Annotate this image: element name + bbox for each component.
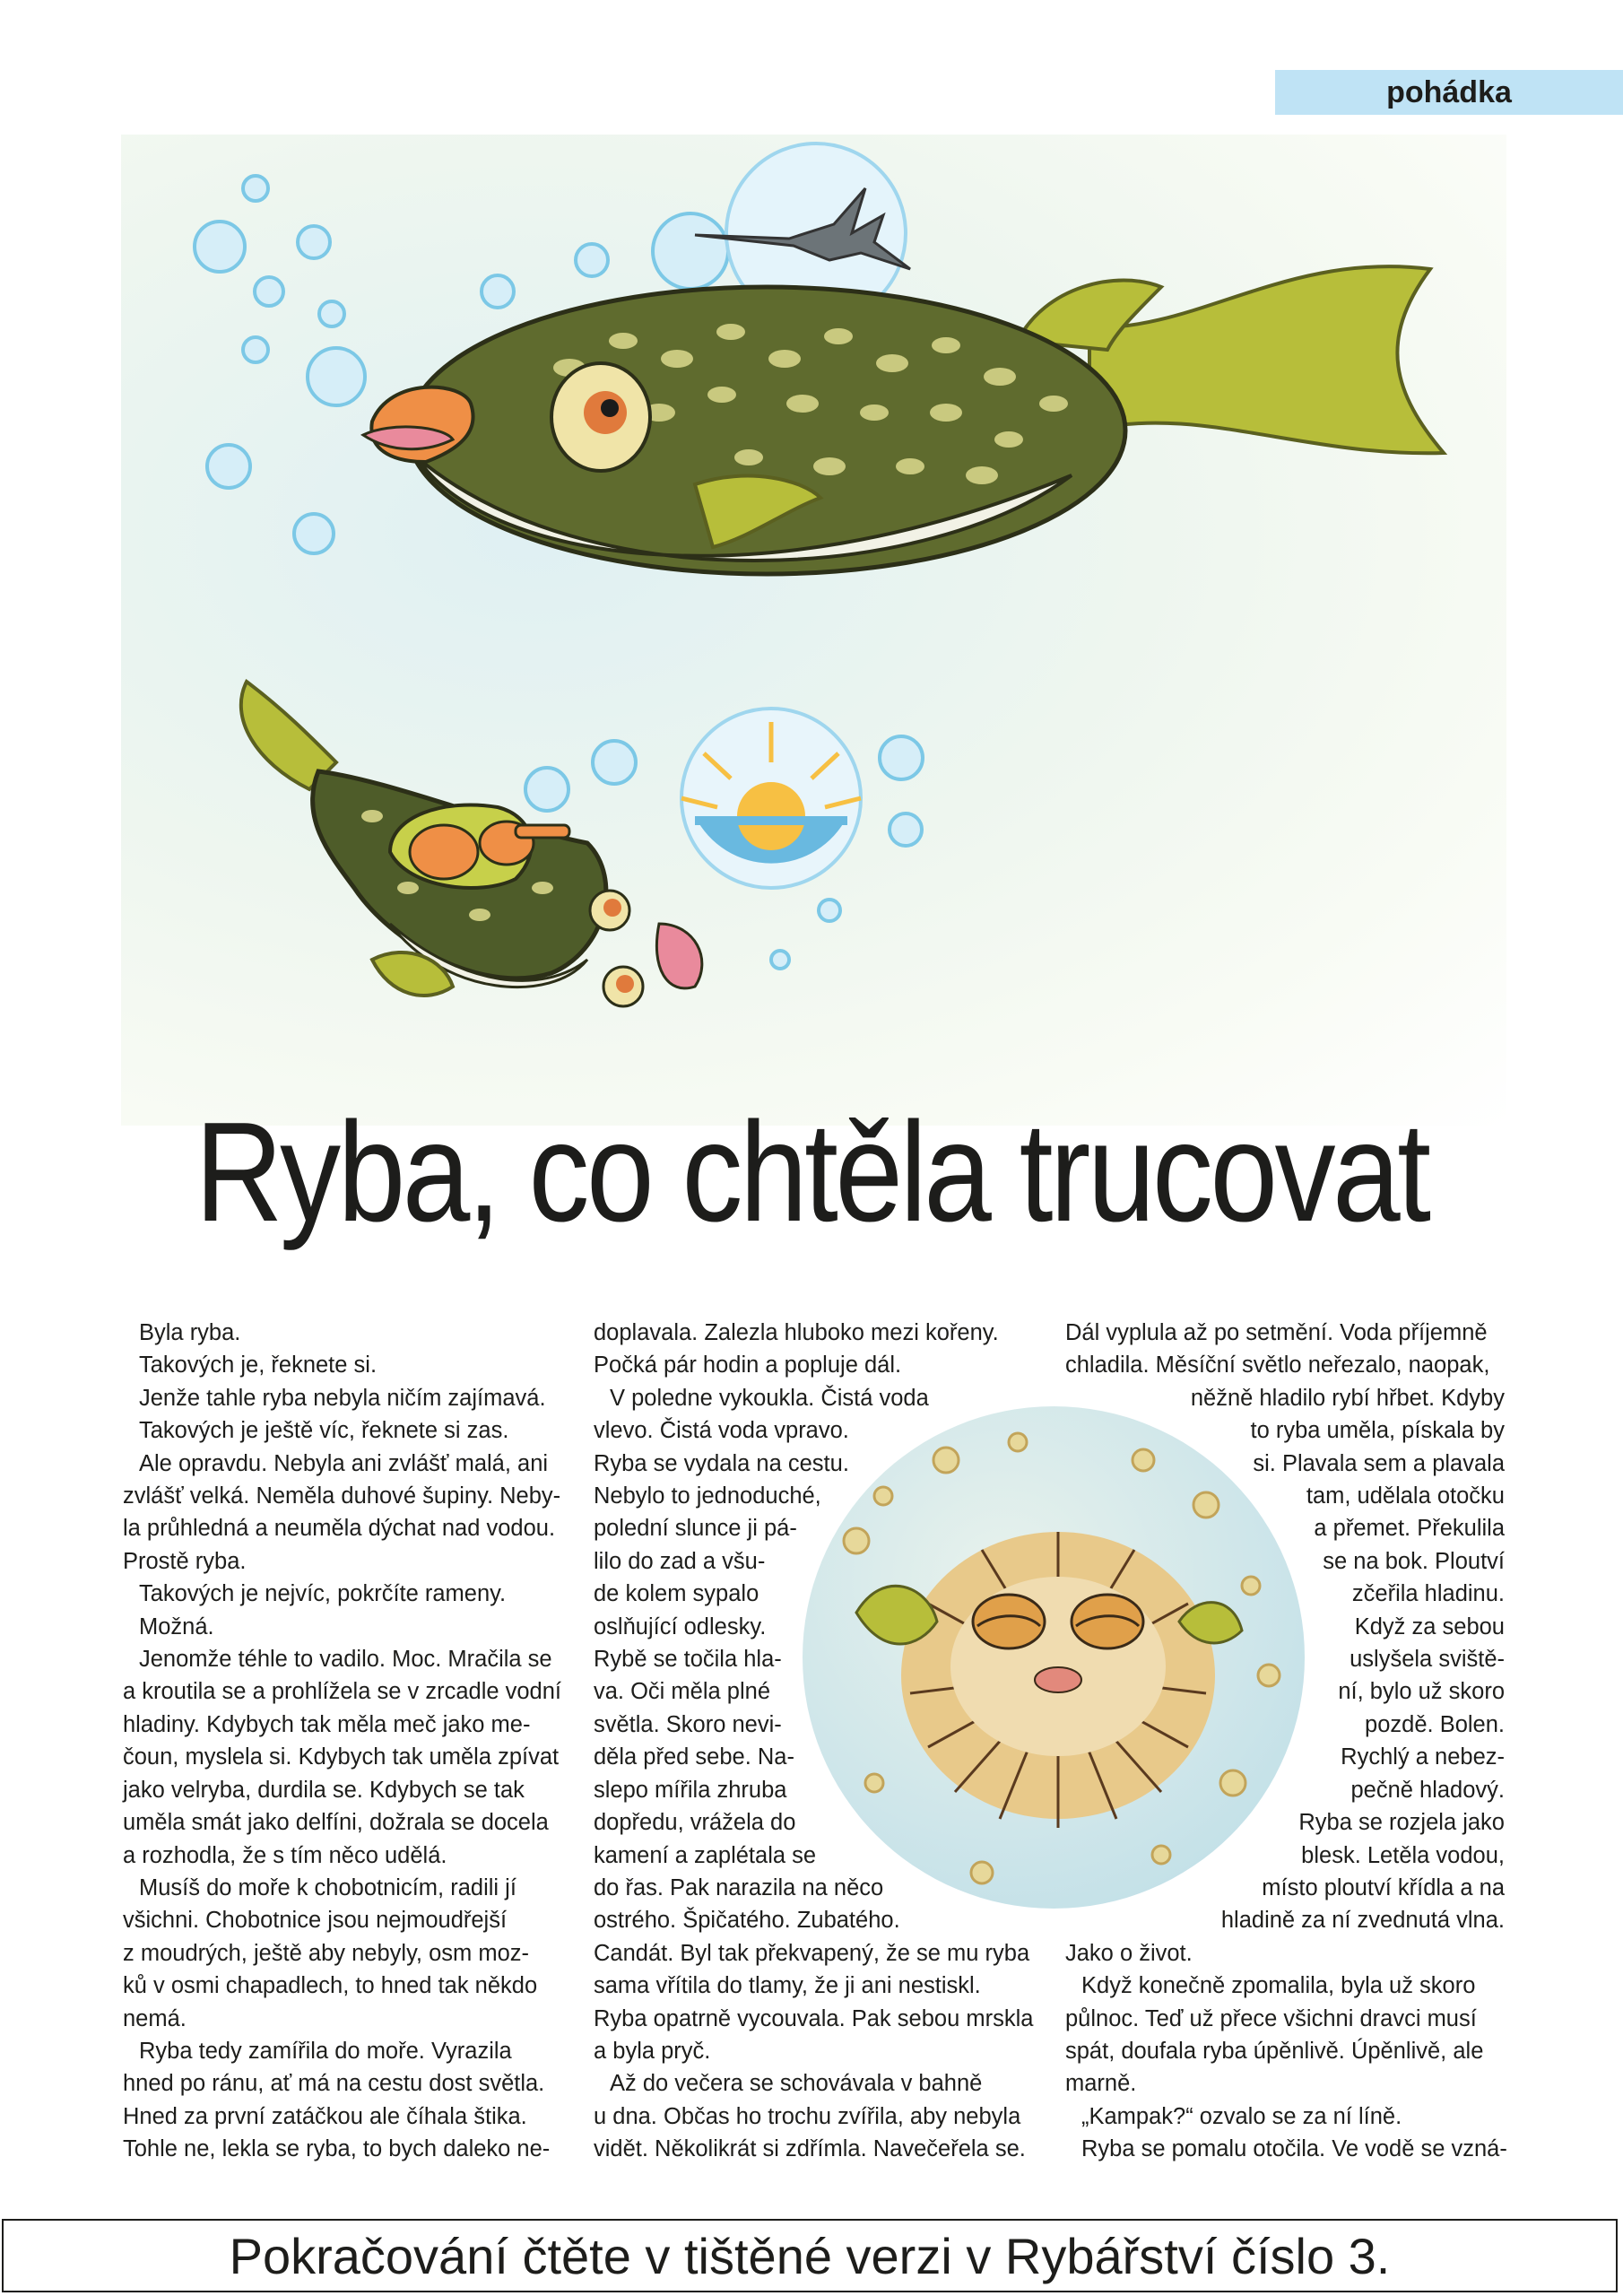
article-title: Ryba, co chtěla trucovat	[195, 1093, 1428, 1251]
text-line: Rychlý a nebez-	[1341, 1744, 1505, 1770]
text-line: blesk. Letěla vodou,	[1301, 1842, 1505, 1868]
text-line: Počká pár hodin a popluje dál.	[594, 1352, 902, 1378]
text-line: lilo do zad a všu-	[594, 1548, 766, 1574]
text-line: nemá.	[123, 2005, 187, 2031]
text-line: uměla smát jako delfíni, dožrala se docela	[123, 1810, 549, 1836]
text-line: Jenomže téhle to vadilo. Moc. Mračila se	[139, 1647, 552, 1673]
sun-bubble	[681, 709, 861, 888]
text-line: slepo mířila zhruba	[594, 1777, 787, 1803]
text-line: chladila. Měsíční světlo neřezalo, naopak,	[1065, 1352, 1490, 1378]
text-line: Candát. Byl tak překvapený, že se mu ryba	[594, 1940, 1030, 1966]
text-line: Dál vyplula až po setmění. Voda příjemně	[1065, 1320, 1488, 1345]
text-line: a kroutila se a prohlížela se v zrcadle vodní	[123, 1679, 562, 1705]
text-line: zčeřila hladinu.	[1351, 1581, 1505, 1607]
text-line: vidět. Několikrát si zdřímla. Navečeřela se.	[594, 2136, 1026, 2162]
text-line: to ryba uměla, pískala by	[1250, 1418, 1505, 1444]
text-line: va. Oči měla plné	[594, 1679, 771, 1705]
text-line: „Kampak?“ ozvalo se za ní líně.	[1081, 2103, 1402, 2129]
text-line: ní, bylo už skoro	[1338, 1679, 1505, 1705]
text-line: ostrého. Špičatého. Zubatého.	[594, 1908, 900, 1934]
text-line: Takových je nejvíc, pokrčíte rameny.	[139, 1581, 507, 1607]
text-line: děla před sebe. Na-	[594, 1744, 794, 1770]
text-line: Takových je, řeknete si.	[139, 1352, 378, 1378]
text-line: la průhledná a neuměla dýchat nad vodou.	[123, 1516, 556, 1542]
article-column-1	[123, 1317, 562, 2166]
text-line: Ryba opatrně vycouvala. Pak sebou mrskla	[594, 2005, 1034, 2031]
text-line: a rozhodla, že s tím něco udělá.	[123, 1842, 447, 1868]
fish-illustration	[121, 135, 1506, 1126]
text-line: tam, udělala otočku	[1306, 1483, 1505, 1509]
big-fish	[363, 266, 1444, 574]
text-line: polední slunce ji pá-	[594, 1516, 797, 1542]
text-line: do řas. Pak narazila na něco	[594, 1874, 884, 1900]
text-line: Tohle ne, lekla se ryba, to bych daleko ne-	[123, 2136, 551, 2162]
hero-illustration	[121, 135, 1506, 1126]
text-line: de kolem sypalo	[594, 1581, 759, 1607]
text-line: místo ploutví křídla a na	[1262, 1874, 1505, 1900]
text-line: kamení a zaplétala se	[594, 1842, 817, 1868]
text-line: půlnoc. Teď už přece všichni dravci musí	[1065, 2005, 1477, 2031]
text-line: všichni. Chobotnice jsou nejmoudřejší	[123, 1908, 508, 1934]
text-line: jako velryba, durdila se. Kdybych se tak	[123, 1777, 525, 1803]
text-line: V poledne vykoukla. Čistá voda	[610, 1385, 929, 1411]
pufferfish-illustration	[803, 1406, 1305, 1909]
text-line: zvlášť velká. Neměla duhové šupiny. Neby-	[123, 1483, 561, 1509]
pufferfish-inset	[803, 1406, 1305, 1909]
text-line: spát, doufala ryba úpěnlivě. Úpěnlivě, ale	[1065, 2038, 1484, 2064]
text-line: vlevo. Čistá voda vpravo.	[594, 1418, 849, 1444]
text-line: sama vřítila do tlamy, že ji ani nestiskl.	[594, 1973, 981, 1999]
text-line: hladiny. Kdybych tak měla meč jako me-	[123, 1711, 531, 1737]
text-line: hladině za ní zvednutá vlna.	[1220, 1908, 1505, 1934]
text-line: doplavala. Zalezla hluboko mezi kořeny.	[594, 1320, 999, 1345]
text-line: a přemet. Překulila	[1314, 1516, 1505, 1542]
text-line: oslňující odlesky.	[594, 1613, 767, 1639]
text-line: Ale opravdu. Nebyla ani zvlášť malá, ani	[139, 1450, 549, 1476]
text-line: pozdě. Bolen.	[1365, 1711, 1505, 1737]
continuation-text: Pokračování čtěte v tištěné verzi v Rybářství číslo 3.	[229, 2227, 1391, 2284]
text-line: Ryba se rozjela jako	[1298, 1810, 1505, 1836]
text-line: pečně hladový.	[1350, 1777, 1505, 1803]
text-line: Až do večera se schovávala v bahně	[610, 2071, 983, 2097]
text-line: hned po ránu, ať má na cestu dost světla.	[123, 2071, 545, 2097]
text-line: marně.	[1065, 2071, 1137, 2097]
small-fish	[241, 682, 702, 1006]
text-line: si. Plavala sem a plavala	[1253, 1450, 1505, 1476]
text-line: Nebylo to jednoduché,	[594, 1483, 821, 1509]
text-line: Ryba se pomalu otočila. Ve vodě se vzná-	[1081, 2136, 1507, 2162]
text-line: Ryba se vydala na cestu.	[594, 1450, 849, 1476]
section-label: pohádka	[1386, 74, 1512, 109]
continuation-notice	[2, 2219, 1618, 2292]
text-line: z moudrých, ještě aby nebyly, osm moz-	[123, 1940, 530, 1966]
text-line: Takových je ještě víc, řeknete si zas.	[139, 1418, 509, 1444]
text-line: Možná.	[139, 1613, 214, 1639]
text-line: Když konečně zpomalila, byla už skoro	[1081, 1973, 1476, 1999]
text-line: dopředu, vrážela do	[594, 1810, 796, 1836]
text-line: u dna. Občas ho trochu zvířila, aby nebyla	[594, 2103, 1021, 2129]
section-tab	[1275, 70, 1623, 115]
text-line: uslyšela sviště-	[1350, 1647, 1505, 1673]
text-line: a byla pryč.	[594, 2038, 711, 2064]
text-line: čoun, myslela si. Kdybych tak uměla zpívat	[123, 1744, 560, 1770]
text-line: Ryba tedy zamířila do moře. Vyrazila	[139, 2038, 512, 2064]
text-line: se na bok. Ploutví	[1323, 1548, 1505, 1574]
text-line: Jako o život.	[1065, 1940, 1193, 1966]
text-line: Musíš do moře k chobotnicím, radili jí	[139, 1874, 516, 1900]
text-line: něžně hladilo rybí hřbet. Kdyby	[1190, 1385, 1505, 1411]
text-line: Když za sebou	[1354, 1613, 1505, 1639]
text-line: Jenže tahle ryba nebyla ničím zajímavá.	[139, 1385, 546, 1411]
text-line: Byla ryba.	[139, 1320, 241, 1345]
text-line: Hned za první zatáčkou ale číhala štika.	[123, 2103, 527, 2129]
text-line: Prostě ryba.	[123, 1548, 247, 1574]
text-line: světla. Skoro nevi-	[594, 1711, 782, 1737]
text-line: ků v osmi chapadlech, to hned tak někdo	[123, 1973, 538, 1999]
text-line: Rybě se točila hla-	[594, 1647, 782, 1673]
